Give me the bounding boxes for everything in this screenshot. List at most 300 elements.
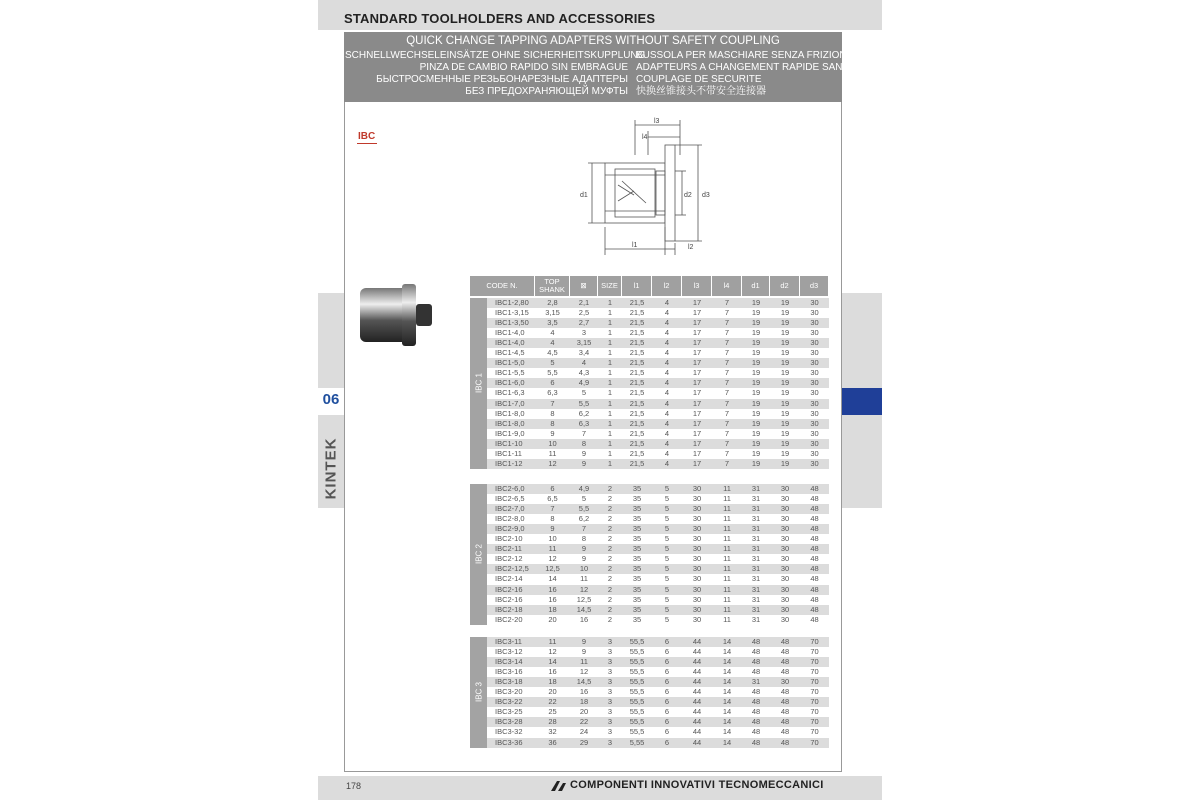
table-cell: 19 — [780, 378, 790, 388]
table-cell: 11 — [723, 594, 731, 604]
table-cell: 70 — [810, 737, 819, 747]
table-cell: 31 — [751, 677, 761, 687]
table-cell: 6 — [664, 717, 670, 727]
table-row — [487, 358, 829, 368]
table-row — [487, 657, 829, 667]
table-cell: 30 — [692, 554, 702, 564]
table-cell: 6 — [664, 727, 670, 737]
table-cell: 21,5 — [629, 448, 645, 458]
table-cell: 2 — [607, 564, 613, 574]
table-cell: 70 — [810, 717, 819, 727]
table-cell: 3 — [607, 667, 613, 677]
table-cell: 11 — [548, 637, 557, 646]
table-cell: 2 — [607, 524, 613, 534]
table-cell: 35 — [632, 554, 642, 564]
table-row — [487, 717, 829, 727]
table-cell: 30 — [780, 677, 790, 687]
table-cell: 19 — [780, 428, 790, 438]
table-cell: 31 — [751, 564, 761, 574]
table-cell: 11 — [723, 614, 731, 624]
table-cell: 14 — [722, 667, 732, 677]
table-cell: 35 — [632, 484, 642, 493]
table-row — [487, 449, 829, 459]
title-left-line-2: PINZA DE CAMBIO RAPIDO SIN EMBRAGUE — [419, 62, 628, 73]
table-cell: 7 — [550, 398, 555, 408]
table-cell: IBC2-7,0 — [495, 504, 525, 514]
table-cell: 30 — [780, 484, 790, 493]
page-title: STANDARD TOOLHOLDERS AND ACCESSORIES — [344, 11, 656, 26]
table-cell: 7 — [724, 378, 730, 388]
table-row — [487, 697, 829, 707]
table-cell: 2 — [607, 514, 613, 524]
table-cell: IBC1-4,0 — [495, 338, 525, 348]
table-cell: 4 — [664, 378, 670, 388]
table-cell: 19 — [780, 408, 790, 418]
table-cell: 11 — [548, 448, 557, 458]
table-cell: 48 — [810, 504, 819, 514]
table-cell: 1 — [607, 338, 613, 348]
table-cell: 17 — [692, 318, 702, 328]
table-cell: IBC3-32 — [495, 727, 523, 737]
table-cell: 35 — [632, 614, 642, 624]
table-cell: 4 — [664, 298, 670, 307]
table-cell: 7 — [724, 358, 730, 368]
table-cell: 2 — [607, 494, 613, 504]
table-cell: 2 — [607, 544, 613, 554]
technical-drawing — [570, 115, 720, 265]
column-header: TOP SHANK — [535, 276, 569, 296]
table-cell: 55,5 — [629, 727, 645, 737]
table-cell: 1 — [607, 418, 613, 428]
table-cell: IBC2-12,5 — [495, 564, 529, 574]
table-cell: 30 — [810, 418, 819, 428]
table-cell: 7 — [724, 438, 730, 448]
table-cell: 10 — [548, 438, 557, 448]
table-cell: 30 — [780, 514, 790, 524]
table-cell: 2 — [607, 554, 613, 564]
table-cell: 48 — [780, 727, 790, 737]
table-cell: 30 — [810, 438, 819, 448]
table-cell: 30 — [810, 388, 819, 398]
table-cell: 31 — [751, 544, 761, 554]
table-cell: 1 — [607, 298, 613, 307]
table-cell: 48 — [751, 707, 761, 717]
table-cell: 21,5 — [629, 358, 645, 368]
table-cell: 4 — [664, 358, 670, 368]
table-cell: 5,55 — [629, 737, 645, 747]
table-cell: IBC1-5,5 — [495, 368, 525, 378]
table-row — [487, 514, 829, 524]
table-cell: 30 — [692, 584, 702, 594]
table-cell: 30 — [780, 494, 790, 504]
table-cell: 3 — [607, 677, 613, 687]
table-cell: IBC2-14 — [495, 574, 523, 584]
table-cell: 30 — [810, 378, 819, 388]
table-cell: 7 — [724, 298, 730, 307]
table-cell: 4 — [664, 448, 670, 458]
table-cell: 70 — [810, 677, 819, 687]
table-cell: 5 — [550, 358, 555, 368]
table-cell: 35 — [632, 514, 642, 524]
table-cell: 19 — [751, 358, 761, 368]
label-l1: l1 — [632, 242, 638, 249]
table-cell: 30 — [692, 544, 702, 554]
table-cell: 19 — [751, 438, 761, 448]
table-row — [487, 338, 829, 348]
table-cell: 30 — [810, 408, 819, 418]
table-cell: IBC2-20 — [495, 614, 523, 624]
table-cell: 30 — [810, 338, 819, 348]
table-cell: IBC1-10 — [495, 438, 523, 448]
table-cell: 31 — [751, 484, 761, 493]
table-cell: 12,5 — [576, 594, 592, 604]
table-cell: 9 — [581, 448, 587, 458]
table-cell: 21,5 — [629, 348, 645, 358]
table-cell: 2,1 — [578, 298, 590, 307]
table-row — [487, 378, 829, 388]
table-cell: 44 — [692, 737, 702, 747]
table-cell: 21,5 — [629, 438, 645, 448]
table-cell: 30 — [810, 348, 819, 358]
table-row — [487, 564, 829, 574]
label-d2: d2 — [684, 192, 692, 199]
table-cell: 9 — [581, 458, 587, 468]
table-cell: 70 — [810, 727, 819, 737]
table-cell: 28 — [548, 717, 557, 727]
table-cell: 4 — [664, 308, 670, 318]
table-cell: IBC3-16 — [495, 667, 523, 677]
table-cell: 3 — [607, 727, 613, 737]
table-cell: 14 — [722, 707, 732, 717]
table-row — [487, 459, 829, 469]
group-label-bar — [470, 484, 487, 625]
table-cell: 35 — [632, 534, 642, 544]
table-cell: 11 — [723, 524, 731, 534]
table-cell: 44 — [692, 677, 702, 687]
table-cell: 19 — [751, 348, 761, 358]
table-cell: 7 — [724, 368, 730, 378]
table-cell: 30 — [692, 534, 702, 544]
table-cell: 2 — [607, 534, 613, 544]
table-cell: 21,5 — [629, 368, 645, 378]
table-cell: 18 — [548, 604, 557, 614]
table-cell: 17 — [692, 408, 702, 418]
table-cell: 44 — [692, 717, 702, 727]
table-cell: 5 — [664, 584, 670, 594]
table-cell: 30 — [692, 604, 702, 614]
table-cell: 48 — [810, 614, 819, 624]
table-cell: 48 — [780, 637, 790, 646]
table-cell: 55,5 — [629, 657, 645, 667]
table-cell: 16 — [579, 614, 589, 624]
table-cell: 2,5 — [578, 308, 590, 318]
table-cell: 17 — [692, 398, 702, 408]
table-cell: 36 — [548, 737, 557, 747]
table-cell: 31 — [751, 594, 761, 604]
table-cell: 44 — [692, 667, 702, 677]
table-cell: 30 — [780, 584, 790, 594]
table-cell: 48 — [751, 637, 761, 646]
table-row — [487, 318, 829, 328]
table-cell: 17 — [692, 418, 702, 428]
table-cell: 6,2 — [578, 408, 590, 418]
table-cell: 2 — [607, 504, 613, 514]
table-cell: 2 — [607, 594, 613, 604]
table-cell: 14 — [722, 647, 732, 657]
table-cell: 3 — [607, 737, 613, 747]
table-cell: IBC2-11 — [495, 544, 522, 554]
table-cell: 17 — [692, 348, 702, 358]
table-row — [487, 429, 829, 439]
table-cell: 19 — [780, 368, 790, 378]
table-cell: 44 — [692, 727, 702, 737]
table-cell: IBC2-16 — [495, 584, 523, 594]
table-cell: 30 — [780, 614, 790, 624]
table-cell: 3 — [607, 717, 613, 727]
table-cell: 8 — [581, 534, 587, 544]
table-cell: 31 — [751, 574, 761, 584]
table-cell: 3 — [607, 657, 613, 667]
table-cell: 16 — [548, 667, 557, 677]
table-cell: IBC3-28 — [495, 717, 523, 727]
table-cell: 35 — [632, 524, 642, 534]
table-cell: 5 — [664, 544, 670, 554]
table-cell: 14 — [722, 677, 732, 687]
table-cell: 1 — [607, 388, 613, 398]
table-cell: 6 — [664, 657, 670, 667]
table-row — [487, 667, 829, 677]
table-cell: 5,5 — [578, 398, 590, 408]
table-cell: 48 — [780, 717, 790, 727]
table-cell: IBC2-6,5 — [495, 494, 525, 504]
title-right-line-3: COUPLAGE DE SECURITE — [636, 74, 762, 85]
page-number: 178 — [346, 781, 362, 791]
table-cell: IBC1-4,0 — [495, 328, 525, 338]
table-cell: 4 — [664, 418, 670, 428]
table-cell: 17 — [692, 458, 702, 468]
table-cell: 48 — [810, 514, 819, 524]
table-cell: IBC2-6,0 — [495, 484, 525, 493]
table-cell: 9 — [550, 524, 555, 534]
table-row — [487, 615, 829, 625]
table-cell: 55,5 — [629, 687, 645, 697]
table-cell: 29 — [579, 737, 589, 747]
table-cell: IBC1-3,50 — [495, 318, 529, 328]
table-cell: 48 — [780, 707, 790, 717]
table-cell: 4 — [550, 328, 555, 338]
table-cell: 31 — [751, 494, 761, 504]
table-cell: 12 — [548, 647, 557, 657]
table-cell: IBC2-18 — [495, 604, 523, 614]
kintek-logo-text: KINTEK — [322, 437, 340, 500]
table-cell: 35 — [632, 584, 642, 594]
table-cell: 48 — [751, 727, 761, 737]
table-cell: 16 — [548, 594, 557, 604]
table-cell: 22 — [548, 697, 557, 707]
table-cell: 19 — [780, 308, 790, 318]
table-row — [487, 554, 829, 564]
table-cell: 30 — [780, 554, 790, 564]
product-label-underline — [357, 143, 377, 144]
table-cell: 7 — [724, 328, 730, 338]
table-cell: 7 — [581, 428, 587, 438]
table-cell: 21,5 — [629, 408, 645, 418]
table-cell: 21,5 — [629, 428, 645, 438]
table-cell: 48 — [810, 554, 819, 564]
column-header: SIZE — [598, 276, 621, 296]
table-cell: IBC1-12 — [495, 458, 523, 468]
table-cell: 25 — [548, 707, 557, 717]
table-cell: 4,5 — [547, 348, 558, 358]
table-cell: 11 — [723, 584, 731, 594]
table-row — [487, 298, 829, 308]
group-label: IBC 3 — [474, 682, 483, 703]
table-cell: 2 — [607, 574, 613, 584]
table-cell: 11 — [548, 544, 557, 554]
table-cell: 17 — [692, 378, 702, 388]
table-cell: 6,2 — [578, 514, 590, 524]
table-cell: 9 — [581, 647, 587, 657]
table-cell: 30 — [780, 564, 790, 574]
table-cell: 3 — [607, 637, 613, 646]
table-cell: 11 — [723, 494, 731, 504]
table-cell: 6 — [664, 737, 670, 747]
table-cell: IBC2-8,0 — [495, 514, 525, 524]
table-cell: 55,5 — [629, 697, 645, 707]
table-cell: 19 — [751, 318, 761, 328]
table-cell: 31 — [751, 534, 761, 544]
table-cell: 4,9 — [578, 484, 590, 493]
table-cell: 5 — [664, 514, 670, 524]
table-cell: IBC2-16 — [495, 594, 523, 604]
table-cell: IBC1-2,80 — [495, 298, 529, 307]
table-cell: IBC1-6,0 — [495, 378, 525, 388]
table-cell: 6 — [550, 378, 555, 388]
table-cell: 20 — [548, 614, 557, 624]
table-cell: 11 — [723, 554, 731, 564]
column-header: ⊠ — [570, 276, 597, 296]
table-group — [470, 637, 829, 748]
table-cell: 19 — [751, 378, 761, 388]
table-cell: 17 — [692, 338, 702, 348]
chapter-tab-right — [842, 388, 882, 415]
table-cell: 19 — [751, 408, 761, 418]
table-cell: 44 — [692, 657, 702, 667]
group-label-bar — [470, 637, 487, 748]
table-cell: 12,5 — [545, 564, 560, 574]
table-row — [487, 544, 829, 554]
table-cell: 14,5 — [576, 604, 592, 614]
table-cell: 12 — [579, 667, 589, 677]
table-cell: 11 — [723, 574, 731, 584]
title-left-line-3: БЫСТРОСМЕННЫЕ РЕЗЬБОНАРЕЗНЫЕ АДАПТЕРЫ — [376, 74, 628, 85]
table-cell: 5 — [581, 388, 587, 398]
table-row — [487, 605, 829, 615]
table-cell: 3 — [607, 687, 613, 697]
table-cell: 48 — [810, 484, 819, 493]
table-cell: IBC3-12 — [495, 647, 523, 657]
table-cell: 17 — [692, 388, 702, 398]
table-cell: 17 — [692, 428, 702, 438]
table-cell: 11 — [723, 544, 731, 554]
table-cell: 5 — [664, 494, 670, 504]
table-cell: 7 — [724, 318, 730, 328]
table-cell: 6 — [664, 707, 670, 717]
table-cell: 4,9 — [578, 378, 590, 388]
table-cell: 48 — [751, 657, 761, 667]
table-row — [487, 409, 829, 419]
table-cell: 30 — [810, 298, 819, 307]
table-cell: 1 — [607, 348, 613, 358]
table-cell: 6,3 — [547, 388, 558, 398]
table-row — [487, 308, 829, 318]
table-cell: 44 — [692, 637, 702, 646]
label-l2: l2 — [688, 244, 694, 251]
table-cell: 48 — [780, 667, 790, 677]
table-cell: 35 — [632, 594, 642, 604]
table-cell: 14,5 — [576, 677, 592, 687]
table-cell: 31 — [751, 554, 761, 564]
table-cell: 1 — [607, 438, 613, 448]
table-cell: 7 — [724, 408, 730, 418]
table-cell: 3 — [607, 647, 613, 657]
table-cell: 48 — [751, 697, 761, 707]
table-cell: 7 — [724, 348, 730, 358]
table-cell: 5 — [664, 504, 670, 514]
table-row — [487, 328, 829, 338]
table-cell: 7 — [724, 398, 730, 408]
table-cell: 21,5 — [629, 298, 645, 307]
table-cell: 21,5 — [629, 338, 645, 348]
table-cell: 14 — [722, 737, 732, 747]
table-cell: 19 — [780, 388, 790, 398]
table-cell: 11 — [580, 657, 588, 667]
table-cell: 19 — [780, 448, 790, 458]
table-cell: 5,5 — [578, 504, 590, 514]
table-cell: 4 — [664, 398, 670, 408]
table-cell: 16 — [548, 584, 557, 594]
table-cell: 30 — [692, 524, 702, 534]
column-header: d2 — [770, 276, 799, 296]
title-right-line-2: ADAPTEURS A CHANGEMENT RAPIDE SANS — [636, 62, 850, 73]
label-d1: d1 — [580, 192, 588, 199]
table-cell: 48 — [780, 737, 790, 747]
table-cell: IBC1-4,5 — [495, 348, 525, 358]
table-cell: 19 — [780, 358, 790, 368]
column-header: l4 — [712, 276, 741, 296]
table-cell: IBC3-14 — [495, 657, 523, 667]
table-cell: 5 — [664, 484, 670, 493]
table-cell: 17 — [692, 308, 702, 318]
table-cell: 35 — [632, 544, 642, 554]
table-row — [487, 524, 829, 534]
table-cell: 1 — [607, 458, 613, 468]
table-cell: IBC3-18 — [495, 677, 523, 687]
table-cell: 30 — [692, 484, 702, 493]
table-cell: 19 — [780, 438, 790, 448]
table-cell: 4 — [664, 458, 670, 468]
table-cell: 30 — [780, 524, 790, 534]
table-cell: 48 — [751, 667, 761, 677]
footer-brand: COMPONENTI INNOVATIVI TECNOMECCANICI — [570, 779, 824, 791]
table-cell: 31 — [751, 524, 761, 534]
table-cell: 48 — [751, 687, 761, 697]
table-cell: 9 — [550, 428, 555, 438]
label-d3: d3 — [702, 192, 710, 199]
table-cell: 9 — [581, 554, 587, 564]
table-row — [487, 439, 829, 449]
table-cell: IBC1-6,3 — [495, 388, 525, 398]
